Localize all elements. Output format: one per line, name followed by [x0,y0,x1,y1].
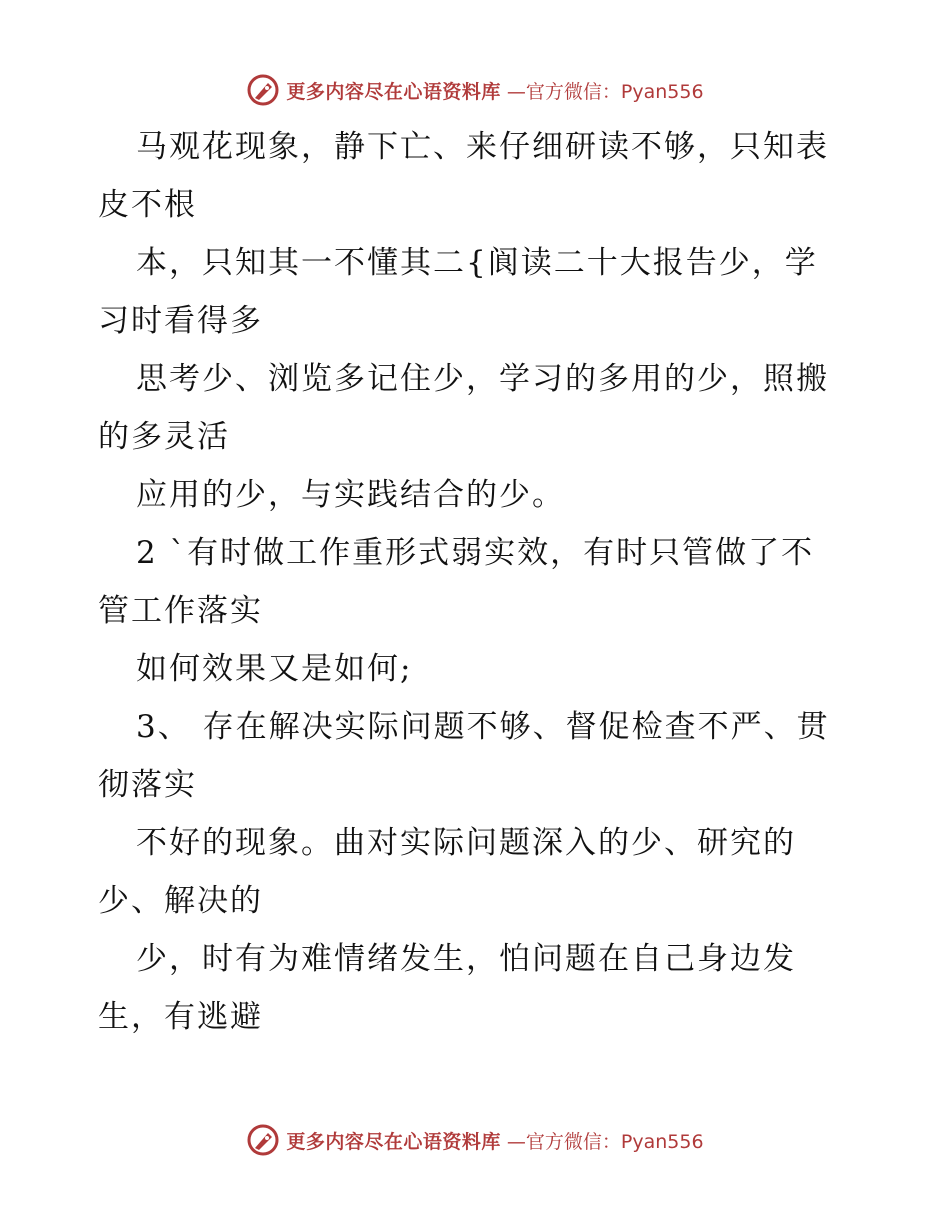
text-line: 如何效果又是如何; [136,651,413,687]
text-line: 少，时有为难情绪发生，怕问题在自己身边发 [136,941,796,977]
banner-main-text: 更多内容尽在心语资料库 [286,80,501,103]
text-line: 皮不根 [98,187,197,223]
text-line: 思考少、浏览多记住少，学习的多用的少，照搬 [136,361,829,397]
banner-sub-text: —官方微信：Pyan556 [506,80,704,103]
text-line: 应用的少，与实践结合的少。 [136,477,565,513]
text-line: 不好的现象。曲对实际问题深入的少、研究的 [136,825,796,861]
text-line: 马观花现象，静下亡、来仔细研读不够，只知表 [136,129,829,165]
text-line: 生，有逃避 [98,999,263,1035]
footer-watermark-banner [0,1120,950,1160]
text-line: 本，只知其一不懂其二{阆读二十大报告少，学 [136,245,818,281]
header-watermark-banner [0,70,950,110]
pen-nib-logo-icon [246,1123,280,1157]
text-line: 管工作落实 [98,593,263,629]
text-line: 的多灵活 [98,419,230,455]
text-line: 2 `有时做工作重形式弱实效，有时只管做了不 [136,535,815,571]
banner-main-text: 更多内容尽在心语资料库 [286,1130,501,1153]
text-line: 3、 存在解决实际问题不够、督促检查不严、贯 [136,709,830,745]
document-body [98,118,858,1046]
text-line: 习时看得多 [98,303,263,339]
banner-sub-text: —官方微信：Pyan556 [506,1130,704,1153]
text-line: 彻落实 [98,767,197,803]
text-line: 少、解决的 [98,883,263,919]
pen-nib-logo-icon [246,73,280,107]
